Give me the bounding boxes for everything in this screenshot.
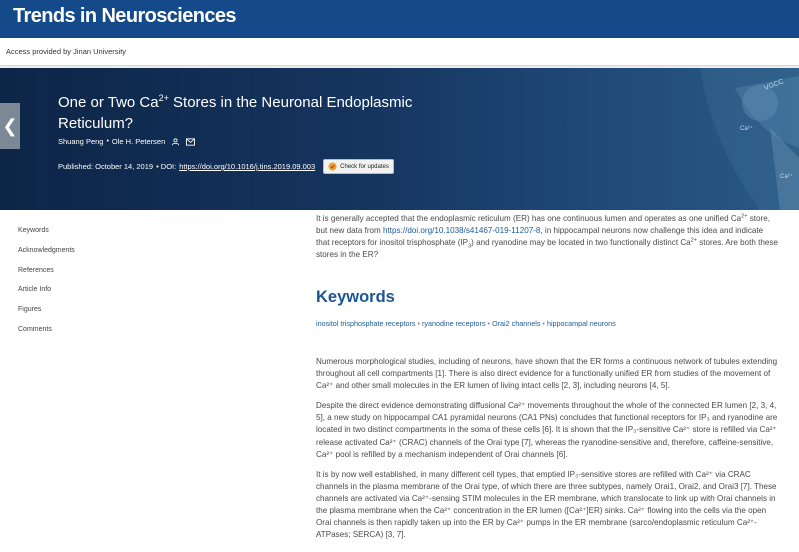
cover-art-label: Ca²⁺ <box>780 174 793 180</box>
sidebar-item-figures[interactable]: Figures <box>18 306 42 314</box>
abstract-text: It is generally accepted that the endoplasmic reticulum (ER) has one continuous lumen and operates as one unified $Ca^{2+}$ store, but new data from https://doi.org/10.1038/s41467-019-11207-8, in hippocampal neurons now challenge this idea and indicate that receptors for inositol trisphosphate $(IP_3)$ and ryanodine may be located in two functionally distinct $Ca^{2+}$ stores. Are both these stores in the ER? <box>316 213 778 260</box>
author-separator: • <box>106 138 109 145</box>
sidebar-item-article-info[interactable]: Article Info <box>18 286 52 294</box>
keyword-link[interactable]: ryanodine receptors <box>422 319 486 328</box>
body-paragraph: It is by now well established, in many different cell types, that emptied IP₃-sensitive stores are refilled with Ca²⁺ via CRAC channels in the plasma membrane of the Orai type, of which there are three subtypes, namely Orai1, Orai2, and Orai3 [7]. These channels are activated via Ca²⁺-sensing STIM molecules in the ER membrane, which translocate to link up with Orai channels in the plasma membrane when the Ca²⁺ concentration in the ER lumen ([Ca²⁺]ER) sinks. Ca²⁺ flowing into the cells via the open Orai channels is then rapidly taken up into the ER by Ca²⁺ pumps in the ER membrane (sarco/endoplasmic reticulum Ca²⁺-ATPases; SERCA) [3, 7]. <box>316 469 777 540</box>
chevron-left-icon: ❮ <box>2 115 18 136</box>
author-link[interactable]: Ole H. Petersen <box>111 137 166 146</box>
check-updates-icon <box>328 162 337 171</box>
doi-label: • DOI: <box>156 162 177 171</box>
author-list <box>58 137 195 146</box>
published-date: Published: October 14, 2019 <box>58 162 154 171</box>
sidebar-item-keywords[interactable]: Keywords <box>18 227 49 234</box>
keyword-link[interactable]: Orai2 channels <box>492 319 541 328</box>
article-hero <box>0 68 799 210</box>
cover-art-label: VGCC <box>763 78 785 92</box>
cover-art-label: Ca²⁺ <box>740 126 753 132</box>
keyword-separator: • <box>542 319 545 328</box>
abstract <box>316 211 778 261</box>
journal-logo[interactable]: Trends in Neurosciences <box>13 5 236 27</box>
doi-reference-link[interactable]: https://doi.org/10.1038/s41467-019-11207-8 <box>383 226 541 236</box>
sidebar-item-comments[interactable]: Comments <box>18 325 52 333</box>
article-title: One or Two $Ca^{2+}$ Stores in the Neuronal Endoplasmic Reticulum? <box>58 93 413 132</box>
keyword-link[interactable]: hippocampal neurons <box>546 319 616 328</box>
publication-info <box>58 159 394 174</box>
previous-article-button[interactable] <box>0 103 20 149</box>
body-paragraph: Numerous morphological studies, including of neurons, have shown that the ER forms a continuous network of tubules extending throughout all cell compartments [1]. There is also direct evidence for a functionally unified ER from studies of the movement of Ca²⁺ and other small molecules in the ER lumen of living intact cells [2, 3], including neurons [4, 5]. <box>316 357 778 391</box>
access-text: Access provided by Jinan University <box>6 47 127 56</box>
person-icon[interactable] <box>171 138 180 146</box>
article-body <box>316 356 778 549</box>
site-header <box>0 0 799 38</box>
sidebar-item-references[interactable]: References <box>18 266 54 274</box>
check-for-updates-button[interactable] <box>323 159 394 174</box>
keywords-list <box>316 319 616 328</box>
keywords-heading: Keywords <box>316 288 395 306</box>
article-sidebar-nav <box>18 227 75 346</box>
access-banner <box>0 38 799 66</box>
doi-link[interactable]: https://doi.org/10.1016/j.tins.2019.09.003 <box>179 162 316 171</box>
keyword-link[interactable]: inositol trisphosphate receptors <box>316 319 416 328</box>
cover-illustration <box>640 68 799 210</box>
keyword-separator: • <box>417 319 421 328</box>
body-paragraph: Despite the direct evidence demonstrating diffusional Ca²⁺ movements throughout the whole of the connected ER lumen [2, 3, 4, 5], a new study on hippocampal CA1 pyramidal neurons (CA1 PNs) concludes that functional receptors for IP₃ and ryanodine are located in two distinct compartments in the soma of these cells [6]. It is shown that the IP₃-sensitive Ca²⁺ store is refilled via Ca²⁺ release activated Ca²⁺ (CRAC) channels of the Orai type [7], whereas the ryanodine-sensitive and, therefore, caffeine-sensitive, Ca²⁺ pool is refilled by a mechanism independent of Orai channels [6]. <box>316 401 778 459</box>
keyword-separator: • <box>487 319 491 328</box>
author-link[interactable]: Shuang Peng <box>58 137 104 146</box>
sidebar-item-acknowledgments[interactable]: Acknowledgments <box>18 246 75 254</box>
email-icon[interactable] <box>186 138 195 146</box>
check-updates-label: Check for updates <box>340 163 389 170</box>
